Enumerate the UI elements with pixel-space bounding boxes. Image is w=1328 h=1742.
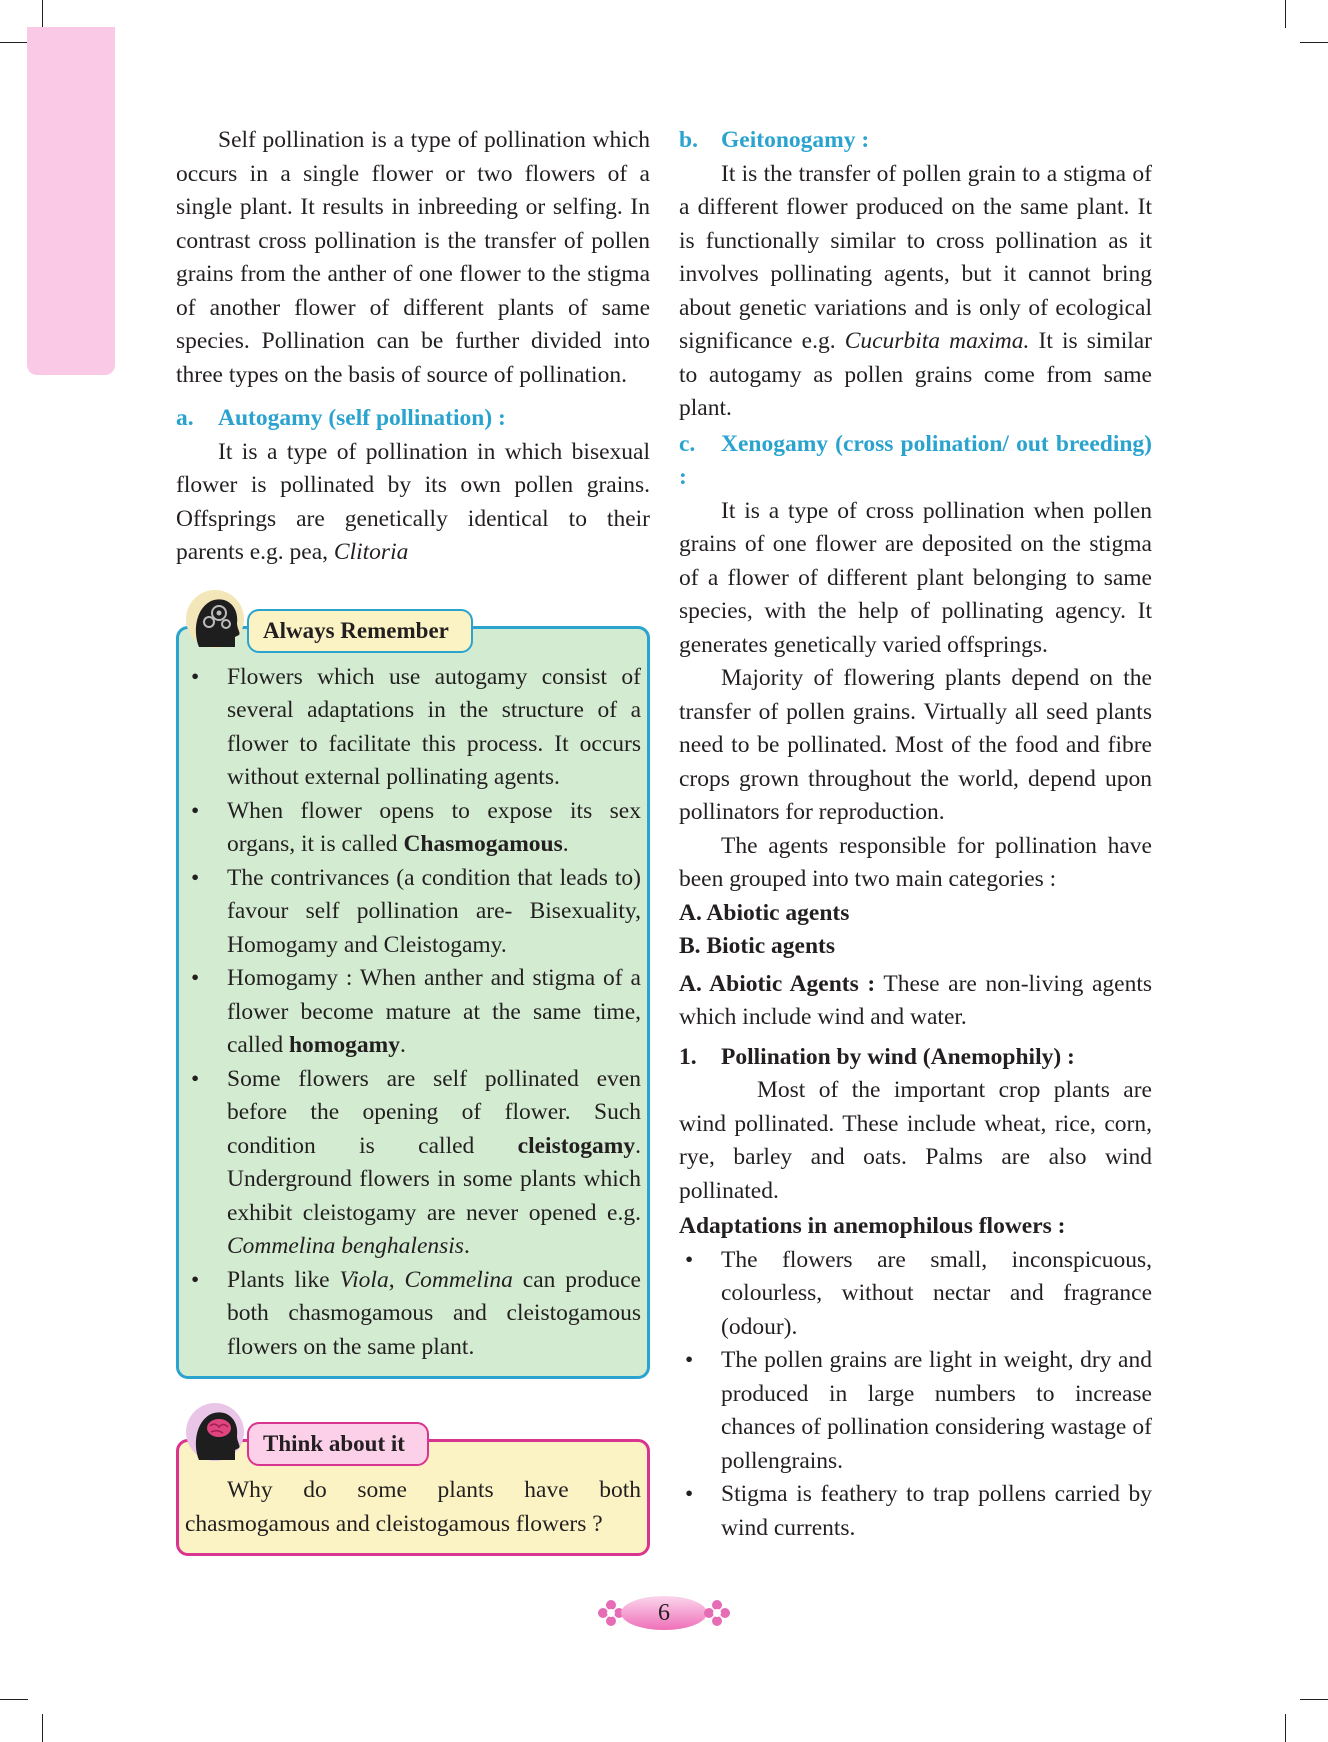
brain-gears-icon bbox=[185, 589, 245, 655]
crop-mark bbox=[0, 1699, 28, 1700]
agent-b-label: B. Biotic agents bbox=[679, 933, 836, 959]
crop-mark bbox=[42, 1714, 43, 1742]
crop-mark bbox=[1285, 1714, 1286, 1742]
crop-mark bbox=[0, 42, 28, 43]
page-number-badge bbox=[597, 1593, 731, 1633]
think-about-it-box bbox=[176, 1431, 650, 1556]
wind-heading: 1. Pollination by wind (Anemophily) : bbox=[679, 1043, 1075, 1070]
list-item: • Flowers which use autogamy consist of several adaptations in the structure of a flower to facilitate this process. It occurs without external pollinating agents. bbox=[185, 661, 641, 795]
list-item: • The flowers are small, inconspicuous, colourless, without nectar and fragrance (odour). bbox=[679, 1244, 1152, 1345]
geitonogamy-heading: b. Geitonogamy : bbox=[679, 127, 870, 153]
geitonogamy-paragraph: It is the transfer of pollen grain to a stigma of a different flower produced on the same plant. It is functionally similar to cross pollination as it involves pollinating agents, but it cannot bring about genetic variations and is only of ecological significance e.g. Cucurbita maxima. It is similar to autogamy as pollen grains come from same plant. bbox=[679, 160, 1153, 421]
agents-paragraph: The agents responsible for pollination have been grouped into two main categories : bbox=[679, 832, 1152, 892]
flower-ornament-icon bbox=[703, 1599, 731, 1627]
agent-a-label: A. Abiotic agents bbox=[679, 899, 850, 926]
crop-mark bbox=[1285, 0, 1286, 28]
list-item: • When flower opens to expose its sex organs, it is called Chasmogamous. bbox=[185, 795, 641, 862]
xenogamy-paragraph: It is a type of cross pollination when pollen grains of one flower are deposited on the stigma of a flower of different plant belonging to same species, with the help of pollinating agency. It generates genetically varied offsprings. bbox=[679, 497, 1152, 658]
right-column bbox=[679, 124, 1152, 1545]
side-tab bbox=[27, 27, 115, 375]
remember-list bbox=[185, 661, 641, 1365]
abiotic-paragraph: A. Abiotic Agents : These are non-living agents which include wind and water. bbox=[679, 970, 1153, 1030]
wind-paragraph: Most of the important crop plants are wind pollinated. These include wheat, rice, corn, rye, barley and oats. Palms are also wind pollinated. bbox=[679, 1077, 1152, 1204]
crop-mark bbox=[1300, 42, 1328, 43]
xenogamy-heading: c. Xenogamy (cross polination/ out breeding) : bbox=[679, 430, 1152, 490]
list-item: • Some flowers are self pollinated even before the opening of flower. Such condition is called cleistogamy. Underground flowers in some plants which exhibit cleistogamy are never opened e.g. Commelina benghalensis. bbox=[185, 1063, 641, 1264]
list-item: • Stigma is feathery to trap pollens carried by wind currents. bbox=[679, 1478, 1152, 1545]
majority-paragraph: Majority of flowering plants depend on the transfer of pollen grains. Virtually all seed plants need to be pollinated. Most of the food and fibre crops grown throughout the world, depend upon pollinators for reproduction. bbox=[679, 665, 1152, 825]
crop-mark bbox=[1300, 1699, 1328, 1700]
left-column bbox=[176, 124, 650, 1556]
autogamy-heading: a. Autogamy (self pollination) : bbox=[176, 405, 506, 431]
crop-mark bbox=[42, 0, 43, 28]
list-item: • The contrivances (a condition that leads to) favour self pollination are- Bisexuality, Homogamy and Cleistogamy. bbox=[185, 862, 641, 963]
brain-icon bbox=[185, 1402, 245, 1468]
autogamy-paragraph: It is a type of pollination in which bisexual flower is pollinated by its own pollen grains. Offsprings are genetically identical to their parents e.g. pea, Clitoria bbox=[176, 438, 650, 565]
always-remember-title: Always Remember bbox=[247, 609, 473, 653]
think-about-it-text: Why do some plants have both chasmogamous and cleistogamous flowers ? bbox=[185, 1477, 641, 1537]
list-item: • Homogamy : When anther and stigma of a flower become mature at the same time, called homogamy. bbox=[185, 962, 641, 1063]
list-item: • Plants like Viola, Commelina can produce both chasmogamous and cleistogamous flowers on the same plant. bbox=[185, 1264, 641, 1365]
list-item: • The pollen grains are light in weight, dry and produced in large numbers to increase chances of pollination considering wastage of pollengrains. bbox=[679, 1344, 1152, 1478]
adaptations-heading: Adaptations in anemophilous flowers : bbox=[679, 1213, 1066, 1239]
always-remember-box bbox=[176, 617, 650, 1380]
adaptations-list bbox=[679, 1244, 1152, 1546]
page-number: 6 bbox=[621, 1596, 707, 1630]
think-about-it-title: Think about it bbox=[247, 1422, 429, 1466]
intro-paragraph: Self pollination is a type of pollination which occurs in a single flower or two flowers of a single plant. It results in inbreeding or selfing. In contrast cross pollination is the transfer of pollen grains from the anther of one flower to the stigma of another flower of different plants of same species. Pollination can be further divided into three types on the basis of source of pollination. bbox=[176, 127, 650, 388]
